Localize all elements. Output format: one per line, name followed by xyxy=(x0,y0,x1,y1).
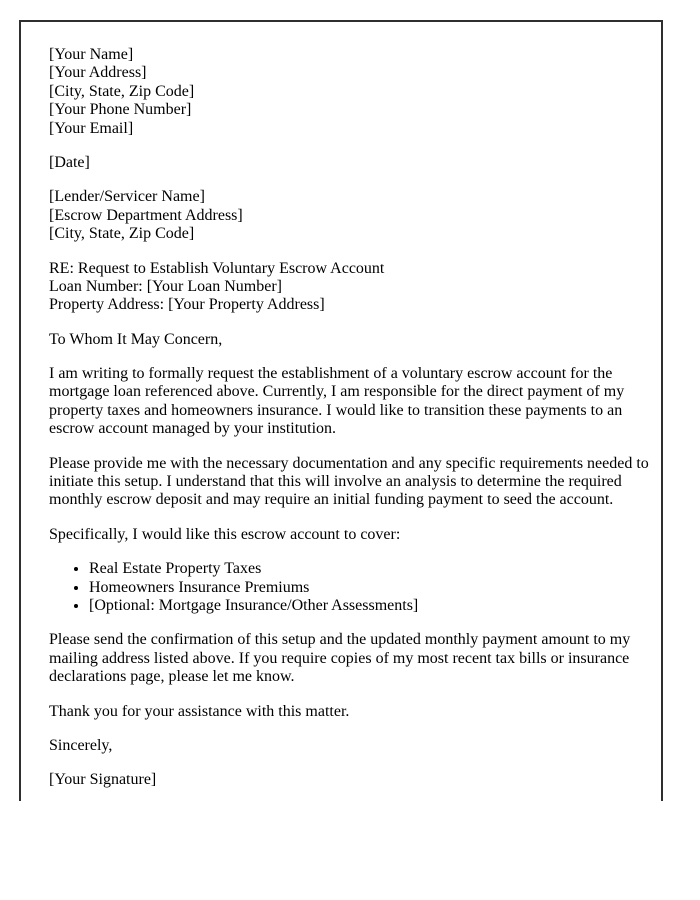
sender-name: [Your Name] xyxy=(49,46,134,63)
sign-off: Sincerely, xyxy=(49,736,113,754)
subject-re-line: RE: Request to Establish Voluntary Escrow Account xyxy=(49,259,385,277)
closing-paragraph-confirmation: Please send the confirmation of this setup and the updated monthly payment amount to my mailing address listed above. If you require copies of my most recent tax bills or insurance declarations page, please let me know. xyxy=(49,631,631,686)
body-paragraph-documentation: Please provide me with the necessary documentation and any specific requirements needed to initiate this setup. I understand that this will involve an analysis to determine the required monthly escrow deposit and may require an initial funding payment to seed the account. xyxy=(49,454,649,509)
subject-property-address: Property Address: [Your Property Address] xyxy=(49,296,325,314)
sender-block xyxy=(49,46,649,138)
subject-loan-number: Loan Number: [Your Loan Number] xyxy=(49,277,282,295)
subject-block xyxy=(49,260,649,315)
closing-paragraph-thanks: Thank you for your assistance with this matter. xyxy=(49,702,350,720)
salutation: To Whom It May Concern, xyxy=(49,330,223,348)
list-intro: Specifically, I would like this escrow account to cover: xyxy=(49,525,401,543)
sender-address: [Your Address] xyxy=(49,64,147,82)
recipient-lender-name: [Lender/Servicer Name] xyxy=(49,188,205,206)
date-line: [Date] xyxy=(49,153,90,171)
signature-placeholder: [Your Signature] xyxy=(49,771,157,789)
recipient-city-state-zip: [City, State, Zip Code] xyxy=(49,225,195,243)
sender-city-state-zip: [City, State, Zip Code] xyxy=(49,82,195,100)
escrow-coverage-list xyxy=(49,560,649,615)
recipient-block xyxy=(49,188,649,243)
sender-phone: [Your Phone Number] xyxy=(49,101,192,119)
body-paragraph-request: I am writing to formally request the establishment of a voluntary escrow account for the mortgage loan referenced above. Currently, I am responsible for the direct payment of my property taxes and homeowners insurance. I would like to transition these payments to an escrow account managed by your institution. xyxy=(49,365,625,438)
list-item-insurance-premiums: • Homeowners Insurance Premiums xyxy=(89,579,649,597)
letter-document xyxy=(19,20,663,801)
recipient-department-address: [Escrow Department Address] xyxy=(49,206,243,224)
sender-email: [Your Email] xyxy=(49,119,134,137)
list-item-property-taxes: • Real Estate Property Taxes xyxy=(89,560,649,578)
list-item-optional-assessments: • [Optional: Mortgage Insurance/Other Assessments] xyxy=(89,597,649,615)
